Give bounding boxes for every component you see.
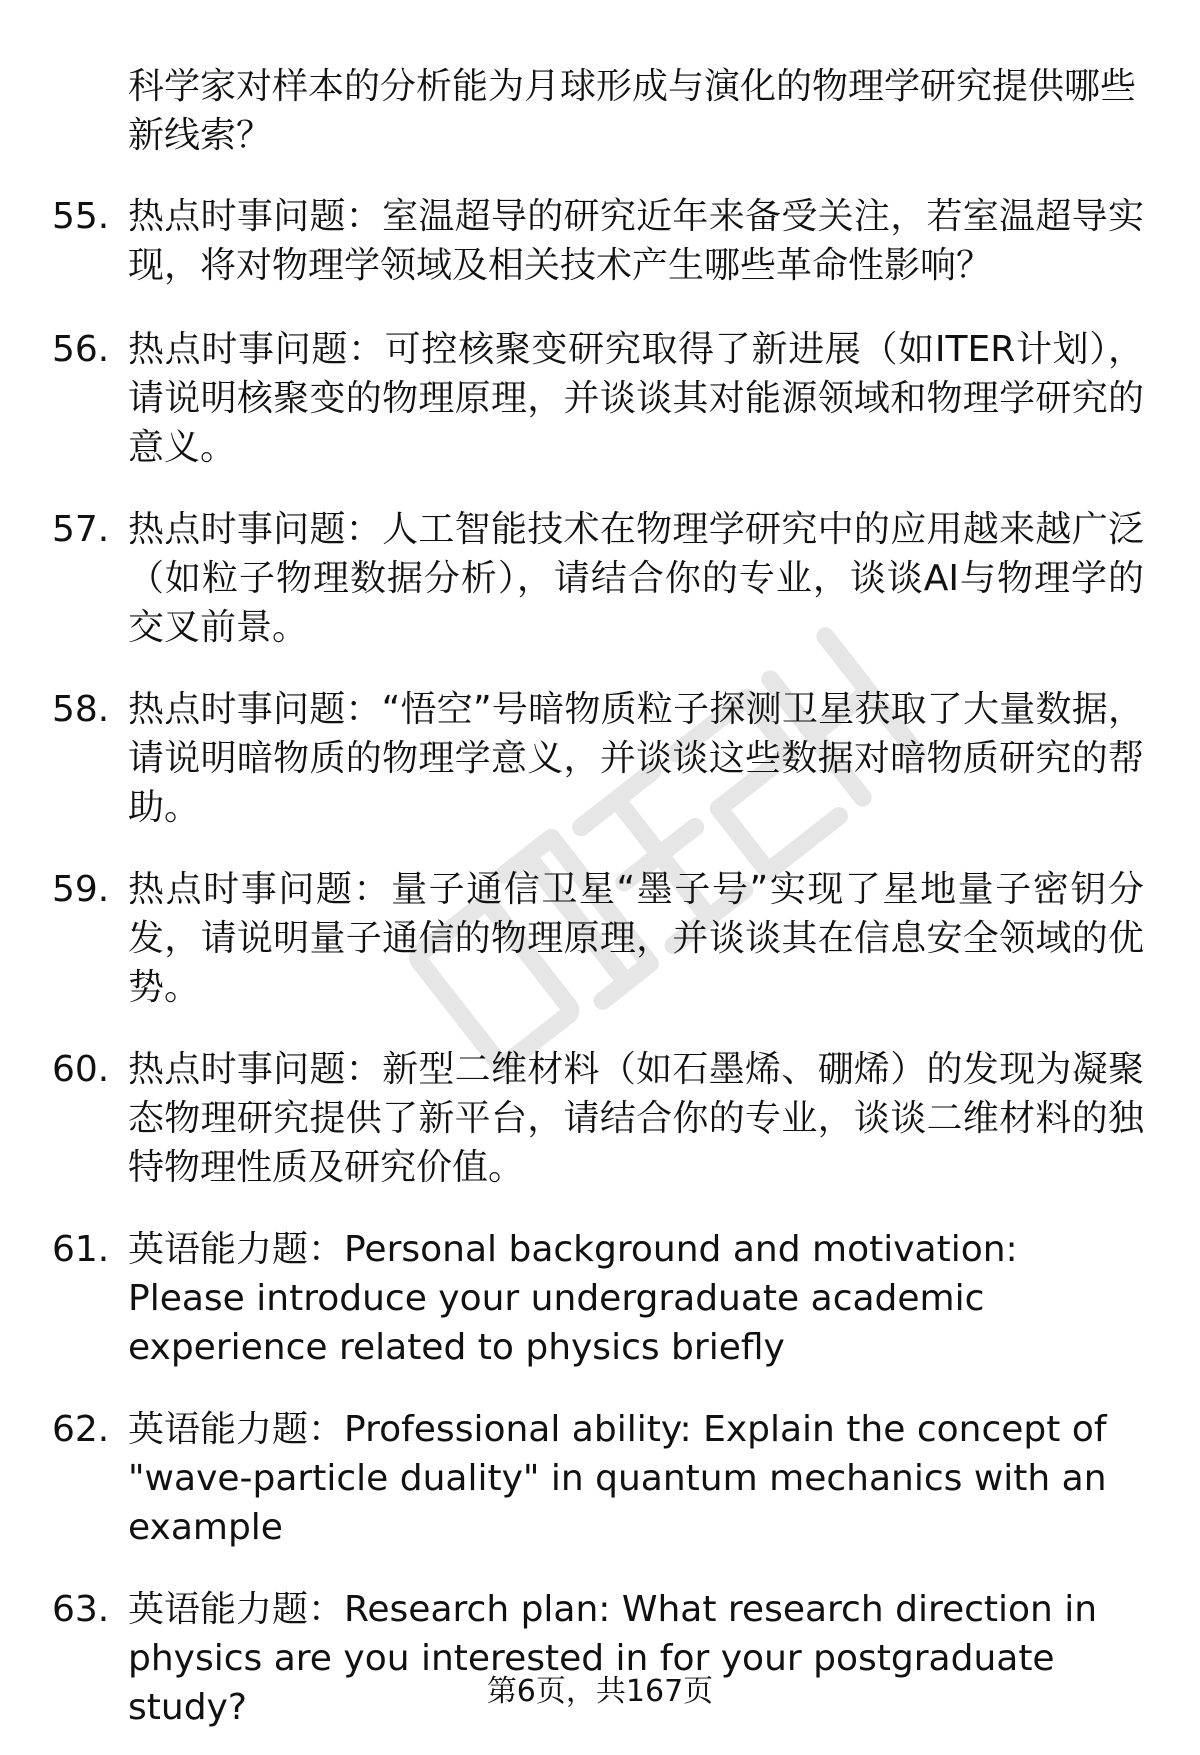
question-number: 55. — [52, 196, 110, 237]
question-number: 56. — [52, 329, 110, 370]
question-text: 热点时事问题：新型二维材料（如石墨烯、硼烯）的发现为凝聚态物理研究提供了新平台，请结合你的专业，谈谈二维材料的独特物理性质及研究价值。 — [128, 1049, 1144, 1188]
question-62 — [52, 1405, 1152, 1552]
question-number: 58. — [52, 689, 110, 730]
question-55 — [52, 192, 1152, 290]
page-number-footer: 第6页，共167页 — [486, 1674, 714, 1709]
question-text: 英语能力题：Personal background and motivation: Please introduce your undergraduate academic experience related to physics briefly — [128, 1229, 1018, 1368]
question-59 — [52, 865, 1152, 1012]
question-57 — [52, 505, 1152, 652]
question-number: 57. — [52, 509, 110, 550]
question-number: 61. — [52, 1229, 110, 1270]
question-text: 热点时事问题：可控核聚变研究取得了新进展（如ITER计划），请说明核聚变的物理原理，并谈谈其对能源领域和物理学研究的意义。 — [128, 329, 1144, 468]
question-60 — [52, 1045, 1152, 1192]
question-text: 英语能力题：Research plan: What research direction in physics are you interested in for your postgraduate study? — [128, 1589, 1098, 1728]
question-56 — [52, 325, 1152, 472]
question-number: 60. — [52, 1049, 110, 1090]
question-text: 热点时事问题：人工智能技术在物理学研究中的应用越来越广泛（如粒子物理数据分析），请结合你的专业，谈谈AI与物理学的交叉前景。 — [128, 509, 1144, 648]
question-58 — [52, 685, 1152, 832]
question-text: 英语能力题：Professional ability: Explain the concept of "wave-particle duality" in quantum mechanics with an example — [128, 1409, 1107, 1548]
question-number: 62. — [52, 1409, 110, 1450]
question-text: 热点时事问题：“悟空”号暗物质粒子探测卫星获取了大量数据，请说明暗物质的物理学意义，并谈谈这些数据对暗物质研究的帮助。 — [128, 689, 1144, 828]
question-text: 热点时事问题：室温超导的研究近年来备受关注，若室温超导实现，将对物理学领域及相关技术产生哪些革命性影响？ — [128, 196, 1144, 286]
previous-question-continuation: 科学家对样本的分析能为月球形成与演化的物理学研究提供哪些新线索？ — [128, 66, 1137, 156]
question-61 — [52, 1225, 1152, 1372]
question-text: 热点时事问题：量子通信卫星“墨子号”实现了星地量子密钥分发，请说明量子通信的物理原理，并谈谈其在信息安全领域的优势。 — [128, 869, 1144, 1008]
question-number: 63. — [52, 1589, 110, 1630]
question-number: 59. — [52, 869, 110, 910]
